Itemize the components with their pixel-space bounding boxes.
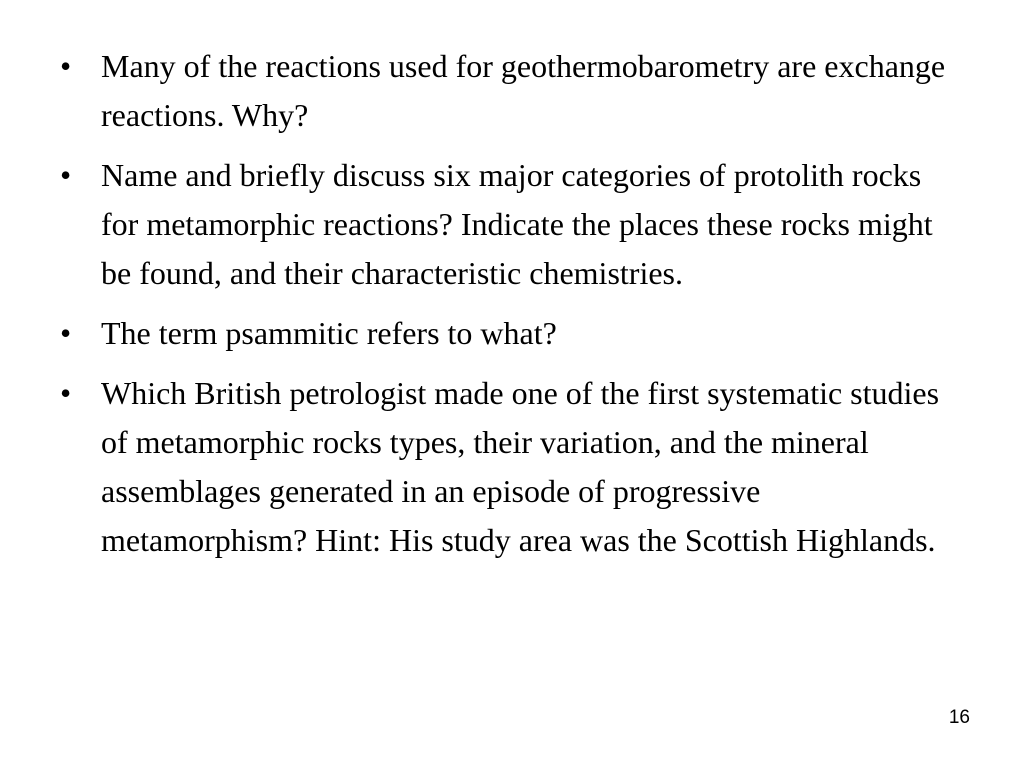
page-number: 16 bbox=[948, 707, 970, 728]
bullet-icon: • bbox=[60, 157, 72, 193]
bullet-text: The term psammitic refers to what? bbox=[101, 315, 557, 351]
bullet-item bbox=[60, 151, 960, 298]
bullet-icon: • bbox=[60, 315, 72, 351]
bullet-text: Many of the reactions used for geothermobarometry are exchange reactions. Why? bbox=[101, 48, 946, 133]
bullet-icon: • bbox=[60, 48, 72, 84]
bullet-item bbox=[60, 309, 960, 358]
bullet-list bbox=[60, 42, 960, 576]
bullet-text: Which British petrologist made one of the first systematic studies of metamorphic rocks types, their variation, and the mineral assemblages generated in an episode of progressive metamorphism? Hint: His study area was the Scottish Highlands. bbox=[101, 375, 940, 558]
bullet-icon: • bbox=[60, 375, 72, 411]
bullet-text: Name and briefly discuss six major categories of protolith rocks for metamorphic reactions? Indicate the places these rocks might be found, and their characteristic chemistries. bbox=[101, 157, 933, 291]
bullet-item bbox=[60, 369, 960, 565]
bullet-item bbox=[60, 42, 960, 140]
